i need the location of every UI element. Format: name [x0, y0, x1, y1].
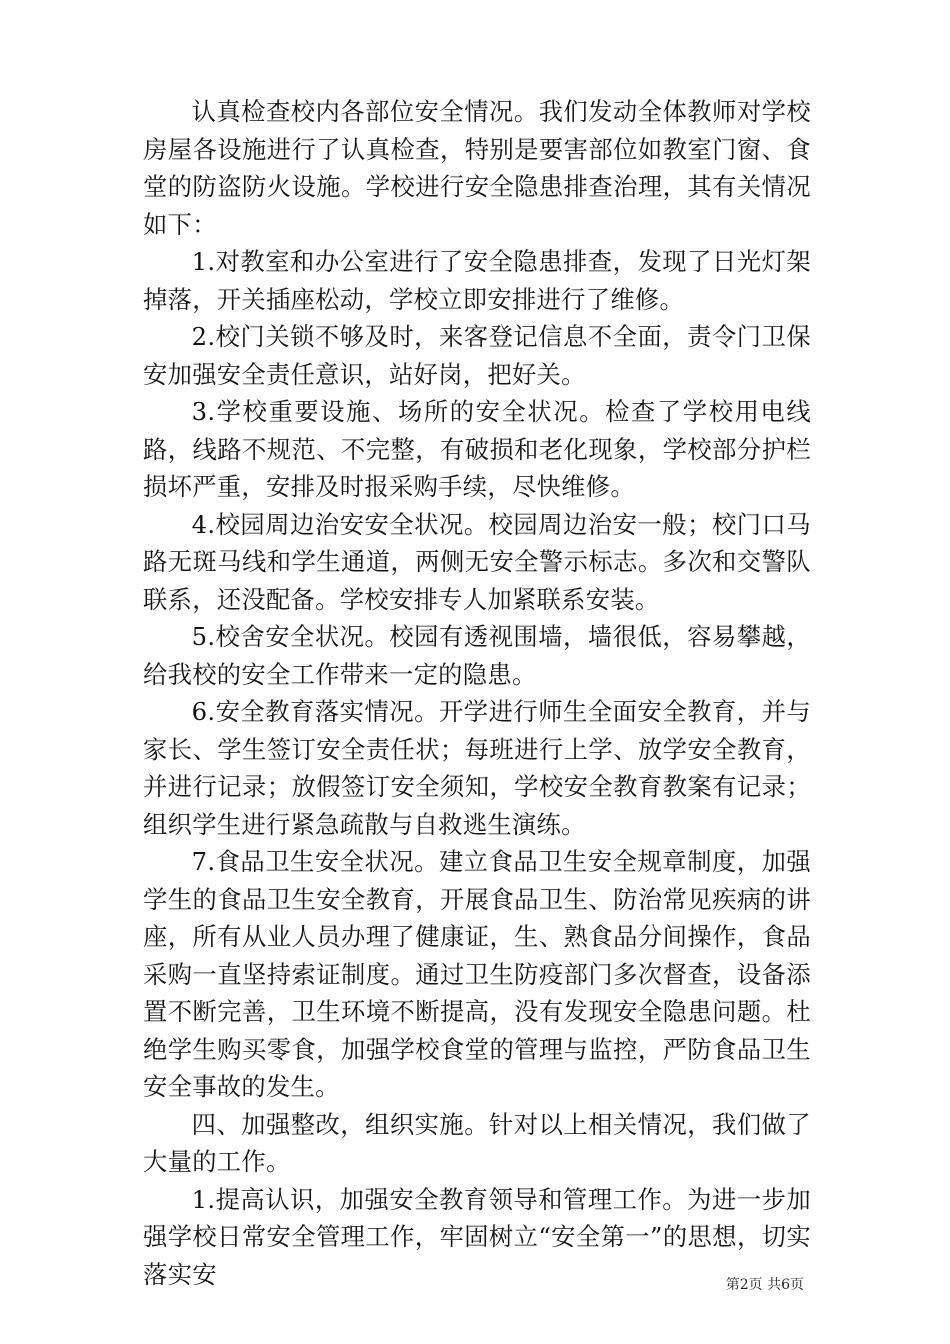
current-page-number: 2 [739, 1277, 749, 1293]
page-middle: 页 共 [748, 1277, 782, 1293]
paragraph: 3.学校重要设施、场所的安全状况。检查了学校用电线路，线路不规范、不完整，有破损和老化现象，学校部分护栏损坏严重，安排及时报采购手续，尽快维修。 [143, 397, 811, 501]
page-suffix: 页 [790, 1277, 804, 1293]
paragraph: 2.校门关锁不够及时，来客登记信息不全面，责令门卫保安加强安全责任意识，站好岗，把好关。 [143, 322, 811, 389]
total-page-number: 6 [781, 1277, 790, 1293]
document-body [143, 93, 811, 1293]
page-number-footer [726, 1274, 804, 1294]
paragraph: 1.提高认识，加强安全教育领导和管理工作。为进一步加强学校日常安全管理工作，牢固树立“安全第一”的思想，切实落实安 [143, 1184, 811, 1289]
page-prefix: 第 [725, 1277, 740, 1293]
paragraph: 7.食品卫生安全状况。建立食品卫生安全规章制度，加强学生的食品卫生安全教育，开展食品卫生、防治常见疾病的讲座，所有从业人员办理了健康证，生、熟食品分间操作，食品采购一直坚持索证制度。通过卫生防疫部门多次督查，设备添置不断完善，卫生环境不断提高，没有发现安全隐患问题。杜绝学生购买零食，加强学校食堂的管理与监控，严防食品卫生安全事故的发生。 [143, 847, 811, 1101]
paragraph: 5.校舍安全状况。校园有透视围墙，墙很低，容易攀越，给我校的安全工作带来一定的隐患。 [143, 622, 811, 689]
paragraph: 6.安全教育落实情况。开学进行师生全面安全教育，并与家长、学生签订安全责任状；每班进行上学、放学安全教育，并进行记录；放假签订安全须知，学校安全教育教案有记录；组织学生进行紧急疏散与自救逃生演练。 [143, 697, 811, 839]
paragraph: 1.对教室和办公室进行了安全隐患排查，发现了日光灯架掉落，开关插座松动，学校立即安排进行了维修。 [143, 247, 811, 314]
paragraph: 4.校园周边治安安全状况。校园周边治安一般；校门口马路无斑马线和学生通道，两侧无安全警示标志。多次和交警队联系，还没配备。学校安排专人加紧联系安装。 [143, 509, 811, 614]
paragraph: 四、加强整改，组织实施。针对以上相关情况，我们做了大量的工作。 [143, 1109, 811, 1176]
paragraph: 认真检查校内各部位安全情况。我们发动全体教师对学校房屋各设施进行了认真检查，特别是要害部位如教室门窗、食堂的防盗防火设施。学校进行安全隐患排查治理，其有关情况如下： [143, 97, 811, 239]
